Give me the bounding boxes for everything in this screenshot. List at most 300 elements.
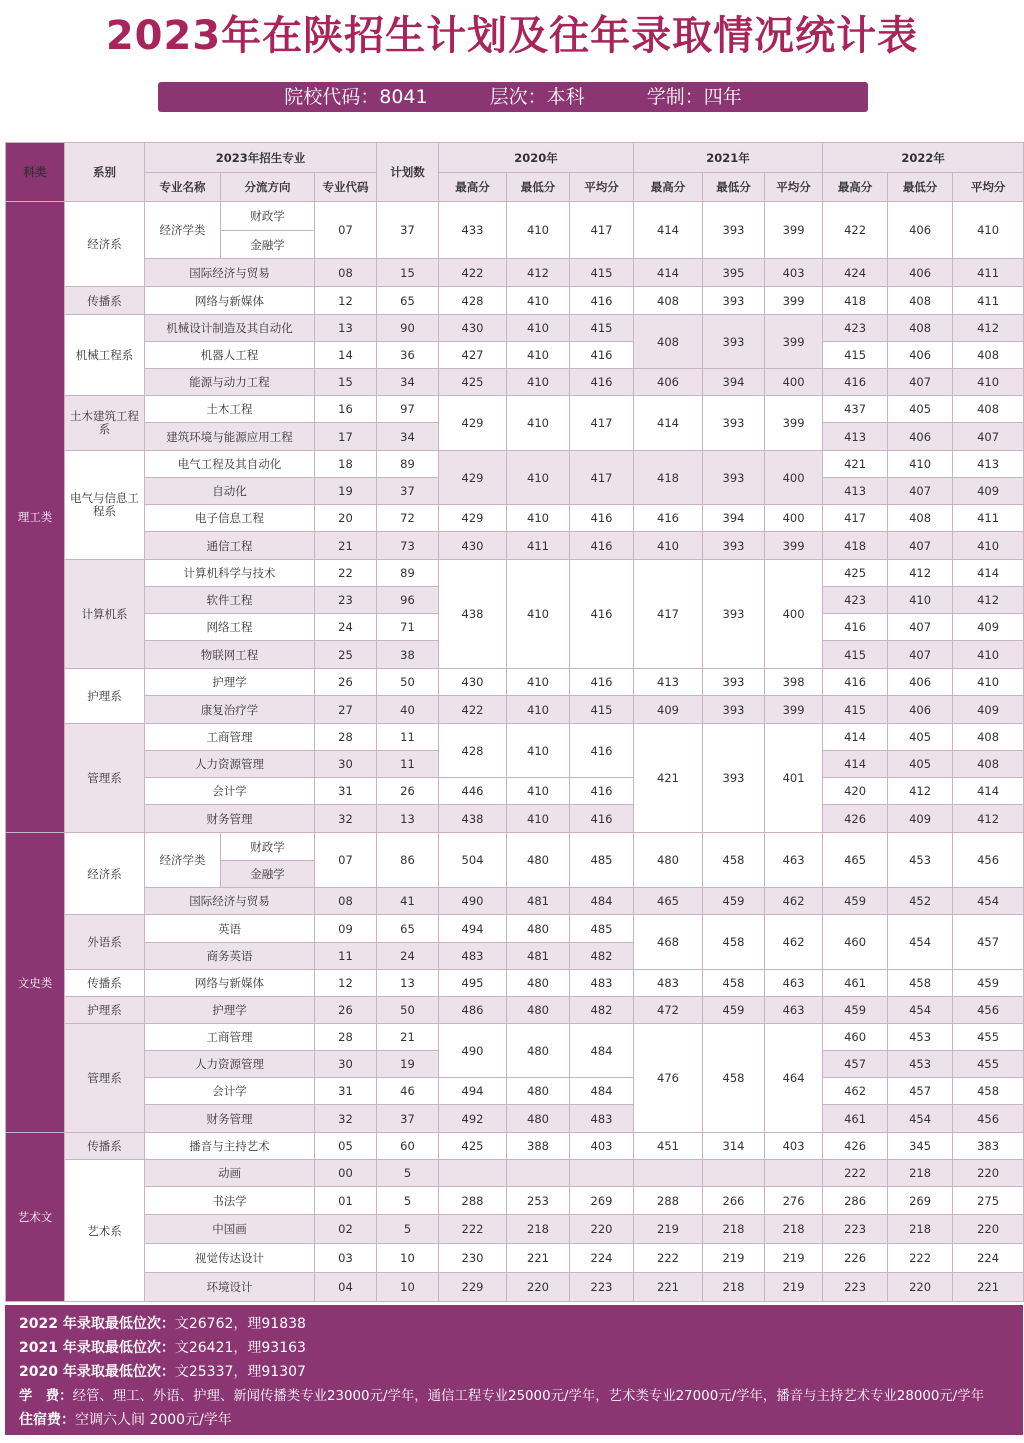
major-code-cell: 22: [315, 560, 377, 587]
major-name-cell: 软件工程: [145, 587, 315, 614]
plan-count-cell: 19: [377, 1051, 439, 1078]
plan-count-cell: 90: [377, 315, 439, 342]
dept-cell: 护理系: [65, 669, 145, 724]
score-cell: 463: [765, 970, 823, 997]
major-code-cell: 02: [315, 1215, 377, 1244]
score-cell: 218: [765, 1215, 823, 1244]
major-name-cell: 自动化: [145, 478, 315, 505]
plan-count-cell: 97: [377, 396, 439, 423]
major-code-cell: 13: [315, 315, 377, 342]
score-cell: 414: [953, 560, 1024, 587]
major-name-cell: 经济学类: [145, 202, 221, 259]
score-cell: 453: [888, 1051, 953, 1078]
score-cell: 427: [439, 342, 507, 369]
header-min: 最低分: [507, 173, 570, 202]
score-cell: 411: [953, 287, 1024, 315]
footer-dorm-value: 空调六人间 2000元/学年: [75, 1412, 232, 1428]
score-cell: 275: [953, 1187, 1024, 1215]
major-code-cell: 19: [315, 478, 377, 505]
score-cell: 476: [634, 1024, 703, 1133]
plan-count-cell: 26: [377, 778, 439, 805]
score-cell: 425: [439, 1133, 507, 1160]
score-cell: 221: [953, 1273, 1024, 1302]
score-cell: 410: [953, 669, 1024, 696]
major-code-cell: 30: [315, 751, 377, 778]
header-2022: 2022年: [823, 143, 1024, 173]
score-cell: 415: [823, 641, 888, 669]
score-cell: 410: [507, 315, 570, 342]
plan-count-cell: 71: [377, 614, 439, 641]
major-name-cell: 动画: [145, 1160, 315, 1187]
score-cell: 421: [823, 451, 888, 478]
score-cell: 410: [507, 669, 570, 696]
score-cell: 461: [823, 970, 888, 997]
score-cell: 458: [703, 970, 765, 997]
plan-count-cell: 21: [377, 1024, 439, 1051]
score-cell: 468: [634, 915, 703, 970]
score-cell: 494: [439, 915, 507, 943]
plan-count-cell: 89: [377, 451, 439, 478]
major-name-cell: 能源与动力工程: [145, 369, 315, 396]
score-cell: 394: [703, 369, 765, 396]
header-min: 最低分: [703, 173, 765, 202]
major-name-cell: 通信工程: [145, 532, 315, 560]
empty-cell: [570, 1160, 634, 1187]
major-code-cell: 01: [315, 1187, 377, 1215]
plan-count-cell: 72: [377, 505, 439, 532]
plan-count-cell: 96: [377, 587, 439, 614]
plan-count-cell: 11: [377, 724, 439, 751]
major-name-cell: 护理学: [145, 997, 315, 1024]
score-cell: 229: [439, 1273, 507, 1302]
dept-cell: 经济系: [65, 833, 145, 915]
score-cell: 222: [888, 1244, 953, 1273]
major-name-cell: 中国画: [145, 1215, 315, 1244]
score-cell: 408: [953, 396, 1024, 423]
empty-cell: [765, 1160, 823, 1187]
score-cell: 464: [765, 1024, 823, 1133]
score-cell: 414: [634, 396, 703, 451]
score-cell: 459: [823, 997, 888, 1024]
empty-cell: [439, 1160, 507, 1187]
score-cell: 504: [439, 833, 507, 888]
major-name-cell: 电气工程及其自动化: [145, 451, 315, 478]
score-cell: 415: [570, 315, 634, 342]
score-cell: 425: [823, 560, 888, 587]
major-code-cell: 07: [315, 833, 377, 888]
score-cell: 407: [953, 423, 1024, 451]
score-cell: 408: [953, 342, 1024, 369]
header-plan-group: 2023年招生专业: [145, 143, 377, 173]
plan-count-cell: 36: [377, 342, 439, 369]
score-cell: 230: [439, 1244, 507, 1273]
score-cell: 410: [888, 451, 953, 478]
score-cell: 409: [953, 614, 1024, 641]
major-name-cell: 视觉传达设计: [145, 1244, 315, 1273]
score-cell: 417: [570, 202, 634, 259]
score-cell: 416: [570, 342, 634, 369]
score-cell: 429: [439, 505, 507, 532]
plan-count-cell: 46: [377, 1078, 439, 1105]
plan-count-cell: 37: [377, 478, 439, 505]
footer-rank-2022-value: 文26762，理91838: [174, 1316, 306, 1332]
plan-count-cell: 5: [377, 1160, 439, 1187]
score-cell: 403: [570, 1133, 634, 1160]
major-name-cell: 英语: [145, 915, 315, 943]
plan-count-cell: 38: [377, 641, 439, 669]
score-cell: 222: [634, 1244, 703, 1273]
major-code-cell: 14: [315, 342, 377, 369]
score-cell: 410: [634, 532, 703, 560]
score-cell: 430: [439, 669, 507, 696]
score-cell: 222: [439, 1215, 507, 1244]
footer-dorm-label: 住宿费：: [19, 1412, 75, 1428]
major-code-cell: 11: [315, 943, 377, 970]
score-cell: 455: [953, 1051, 1024, 1078]
score-cell: 218: [703, 1215, 765, 1244]
major-code-cell: 12: [315, 970, 377, 997]
score-cell: 407: [888, 369, 953, 396]
major-name-cell: 网络与新媒体: [145, 287, 315, 315]
score-cell: 456: [953, 833, 1024, 888]
major-code-cell: 26: [315, 997, 377, 1024]
major-code-cell: 03: [315, 1244, 377, 1273]
major-code-cell: 26: [315, 669, 377, 696]
major-name-cell: 财务管理: [145, 805, 315, 833]
score-cell: 415: [570, 259, 634, 287]
footer-info-panel: [5, 1305, 1023, 1435]
score-cell: 465: [823, 833, 888, 888]
education-level: 层次：本科: [489, 86, 585, 108]
score-cell: 410: [507, 696, 570, 724]
score-cell: 218: [703, 1273, 765, 1302]
score-cell: 456: [953, 1105, 1024, 1133]
score-cell: 400: [765, 505, 823, 532]
score-cell: 438: [439, 805, 507, 833]
footer-rank-2020-value: 文25337，理91307: [174, 1364, 306, 1380]
dept-cell: 土木建筑工程系: [65, 396, 145, 451]
score-cell: 484: [570, 888, 634, 915]
header-max: 最高分: [823, 173, 888, 202]
score-cell: 483: [439, 943, 507, 970]
score-cell: 416: [823, 614, 888, 641]
major-name-cell: 康复治疗学: [145, 696, 315, 724]
score-cell: 459: [953, 970, 1024, 997]
score-cell: 406: [634, 369, 703, 396]
score-cell: 410: [888, 587, 953, 614]
major-code-cell: 21: [315, 532, 377, 560]
score-cell: 408: [634, 315, 703, 369]
score-cell: 409: [953, 696, 1024, 724]
score-cell: 418: [823, 287, 888, 315]
score-cell: 461: [823, 1105, 888, 1133]
score-cell: 430: [439, 315, 507, 342]
major-name-cell: 机器人工程: [145, 342, 315, 369]
major-name-cell: 播音与主持艺术: [145, 1133, 315, 1160]
score-cell: 426: [823, 805, 888, 833]
header-avg: 平均分: [570, 173, 634, 202]
score-cell: 399: [765, 202, 823, 259]
score-cell: 424: [823, 259, 888, 287]
dept-cell: 传播系: [65, 970, 145, 997]
major-code-cell: 31: [315, 778, 377, 805]
score-cell: 408: [953, 724, 1024, 751]
score-cell: 408: [888, 505, 953, 532]
score-cell: 458: [953, 1078, 1024, 1105]
plan-count-cell: 73: [377, 532, 439, 560]
major-name-cell: 机械设计制造及其自动化: [145, 315, 315, 342]
header-max: 最高分: [634, 173, 703, 202]
category-ligong: 理工类: [6, 202, 65, 833]
category-yishu: 艺术文: [6, 1133, 65, 1302]
major-name-cell: 护理学: [145, 669, 315, 696]
score-cell: 416: [823, 369, 888, 396]
score-cell: 218: [888, 1160, 953, 1187]
major-code-cell: 24: [315, 614, 377, 641]
score-cell: 221: [507, 1244, 570, 1273]
plan-count-cell: 15: [377, 259, 439, 287]
header-max: 最高分: [439, 173, 507, 202]
score-cell: 411: [953, 259, 1024, 287]
major-name-cell: 环境设计: [145, 1273, 315, 1302]
score-cell: 218: [507, 1215, 570, 1244]
score-cell: 480: [507, 997, 570, 1024]
score-cell: 405: [888, 724, 953, 751]
score-cell: 219: [765, 1273, 823, 1302]
score-cell: 413: [953, 451, 1024, 478]
score-cell: 410: [507, 505, 570, 532]
dept-cell: 传播系: [65, 287, 145, 315]
major-name-cell: 经济学类: [145, 833, 221, 888]
score-cell: 410: [507, 342, 570, 369]
score-cell: 463: [765, 997, 823, 1024]
score-cell: 393: [703, 202, 765, 259]
dept-cell: 管理系: [65, 724, 145, 833]
score-cell: 486: [439, 997, 507, 1024]
score-cell: 418: [634, 451, 703, 505]
score-cell: 393: [703, 669, 765, 696]
score-cell: 406: [888, 202, 953, 259]
score-cell: 456: [953, 997, 1024, 1024]
score-cell: 409: [953, 478, 1024, 505]
score-cell: 416: [570, 505, 634, 532]
score-cell: 457: [823, 1051, 888, 1078]
score-cell: 393: [703, 724, 765, 833]
major-name-cell: 人力资源管理: [145, 751, 315, 778]
score-cell: 222: [823, 1160, 888, 1187]
score-cell: 220: [507, 1273, 570, 1302]
plan-count-cell: 50: [377, 997, 439, 1024]
score-cell: 407: [888, 641, 953, 669]
score-cell: 452: [888, 888, 953, 915]
major-code-cell: 00: [315, 1160, 377, 1187]
major-code-cell: 32: [315, 805, 377, 833]
score-cell: 458: [703, 1024, 765, 1133]
score-cell: 480: [507, 833, 570, 888]
score-cell: 408: [888, 287, 953, 315]
header-xibie: 系别: [65, 143, 145, 202]
score-cell: 412: [888, 560, 953, 587]
major-code-cell: 09: [315, 915, 377, 943]
plan-count-cell: 13: [377, 805, 439, 833]
major-name-cell: 会计学: [145, 778, 315, 805]
score-cell: 416: [570, 369, 634, 396]
major-code-cell: 25: [315, 641, 377, 669]
score-cell: 429: [439, 396, 507, 451]
score-cell: 406: [888, 669, 953, 696]
major-name-cell: 工商管理: [145, 1024, 315, 1051]
score-cell: 408: [953, 751, 1024, 778]
direction-cell: 金融学: [221, 861, 315, 888]
score-cell: 438: [439, 560, 507, 669]
score-cell: 410: [507, 451, 570, 505]
score-cell: 405: [888, 396, 953, 423]
score-cell: 412: [953, 805, 1024, 833]
score-cell: 410: [507, 287, 570, 315]
score-cell: 481: [507, 888, 570, 915]
header-min: 最低分: [888, 173, 953, 202]
score-cell: 288: [634, 1187, 703, 1215]
major-code-cell: 12: [315, 287, 377, 315]
score-cell: 480: [507, 1078, 570, 1105]
score-cell: 457: [953, 915, 1024, 970]
score-cell: 266: [703, 1187, 765, 1215]
direction-cell: 财政学: [221, 833, 315, 861]
score-cell: 483: [634, 970, 703, 997]
score-cell: 462: [765, 888, 823, 915]
score-cell: 406: [888, 259, 953, 287]
plan-count-cell: 41: [377, 888, 439, 915]
plan-count-cell: 11: [377, 751, 439, 778]
score-cell: 410: [507, 396, 570, 451]
score-cell: 410: [953, 532, 1024, 560]
header-2020: 2020年: [439, 143, 634, 173]
score-cell: 410: [507, 369, 570, 396]
plan-count-cell: 65: [377, 287, 439, 315]
score-cell: 401: [765, 724, 823, 833]
score-cell: 394: [703, 505, 765, 532]
score-cell: 481: [507, 943, 570, 970]
major-name-cell: 网络与新媒体: [145, 970, 315, 997]
score-cell: 453: [888, 1024, 953, 1051]
plan-count-cell: 10: [377, 1273, 439, 1302]
score-cell: 223: [823, 1273, 888, 1302]
score-cell: 415: [823, 342, 888, 369]
score-cell: 494: [439, 1078, 507, 1105]
major-code-cell: 28: [315, 1024, 377, 1051]
score-cell: 413: [634, 669, 703, 696]
score-cell: 429: [439, 451, 507, 505]
score-cell: 410: [953, 369, 1024, 396]
score-cell: 484: [570, 1078, 634, 1105]
score-cell: 383: [953, 1133, 1024, 1160]
admission-table: [5, 142, 1024, 1302]
score-cell: 220: [888, 1273, 953, 1302]
score-cell: 412: [507, 259, 570, 287]
header-major-name: 专业名称: [145, 173, 221, 202]
score-cell: 458: [703, 915, 765, 970]
major-code-cell: 31: [315, 1078, 377, 1105]
score-cell: 480: [507, 970, 570, 997]
plan-count-cell: 13: [377, 970, 439, 997]
score-cell: 226: [823, 1244, 888, 1273]
score-cell: 451: [634, 1133, 703, 1160]
major-code-cell: 27: [315, 696, 377, 724]
score-cell: 482: [570, 997, 634, 1024]
dept-cell: 传播系: [65, 1133, 145, 1160]
score-cell: 224: [953, 1244, 1024, 1273]
major-code-cell: 32: [315, 1105, 377, 1133]
score-cell: 459: [703, 888, 765, 915]
plan-count-cell: 50: [377, 669, 439, 696]
major-name-cell: 国际经济与贸易: [145, 259, 315, 287]
footer-tuition: [19, 1385, 984, 1404]
plan-count-cell: 5: [377, 1187, 439, 1215]
score-cell: 422: [823, 202, 888, 259]
score-cell: 412: [953, 315, 1024, 342]
score-cell: 410: [507, 805, 570, 833]
header-kelei: 科类: [6, 143, 65, 202]
score-cell: 400: [765, 560, 823, 669]
score-cell: 433: [439, 202, 507, 259]
score-cell: 417: [570, 451, 634, 505]
score-cell: 393: [703, 396, 765, 451]
score-cell: 399: [765, 396, 823, 451]
score-cell: 423: [823, 315, 888, 342]
major-code-cell: 18: [315, 451, 377, 478]
score-cell: 398: [765, 669, 823, 696]
dept-cell: 艺术系: [65, 1160, 145, 1302]
score-cell: 409: [634, 696, 703, 724]
score-cell: 393: [703, 560, 765, 669]
score-cell: 426: [823, 1133, 888, 1160]
major-name-cell: 电子信息工程: [145, 505, 315, 532]
score-cell: 407: [888, 478, 953, 505]
dept-cell: 外语系: [65, 915, 145, 970]
score-cell: 428: [439, 287, 507, 315]
score-cell: 416: [634, 505, 703, 532]
score-cell: 403: [765, 259, 823, 287]
score-cell: 416: [823, 669, 888, 696]
major-name-cell: 土木工程: [145, 396, 315, 423]
score-cell: 460: [823, 915, 888, 970]
footer-rank-2022: [19, 1313, 306, 1333]
score-cell: 399: [765, 532, 823, 560]
score-cell: 410: [507, 724, 570, 778]
score-cell: 420: [823, 778, 888, 805]
score-cell: 393: [703, 696, 765, 724]
score-cell: 480: [634, 833, 703, 888]
major-name-cell: 计算机科学与技术: [145, 560, 315, 587]
score-cell: 410: [953, 202, 1024, 259]
score-cell: 412: [953, 587, 1024, 614]
score-cell: 415: [570, 696, 634, 724]
score-cell: 223: [570, 1273, 634, 1302]
score-cell: 417: [823, 505, 888, 532]
score-cell: 410: [507, 560, 570, 669]
score-cell: 454: [888, 915, 953, 970]
score-cell: 276: [765, 1187, 823, 1215]
score-cell: 414: [634, 259, 703, 287]
score-cell: 403: [765, 1133, 823, 1160]
plan-count-cell: 65: [377, 915, 439, 943]
score-cell: 407: [888, 614, 953, 641]
score-cell: 410: [507, 778, 570, 805]
score-cell: 492: [439, 1105, 507, 1133]
score-cell: 472: [634, 997, 703, 1024]
major-name-cell: 会计学: [145, 1078, 315, 1105]
score-cell: 413: [823, 423, 888, 451]
